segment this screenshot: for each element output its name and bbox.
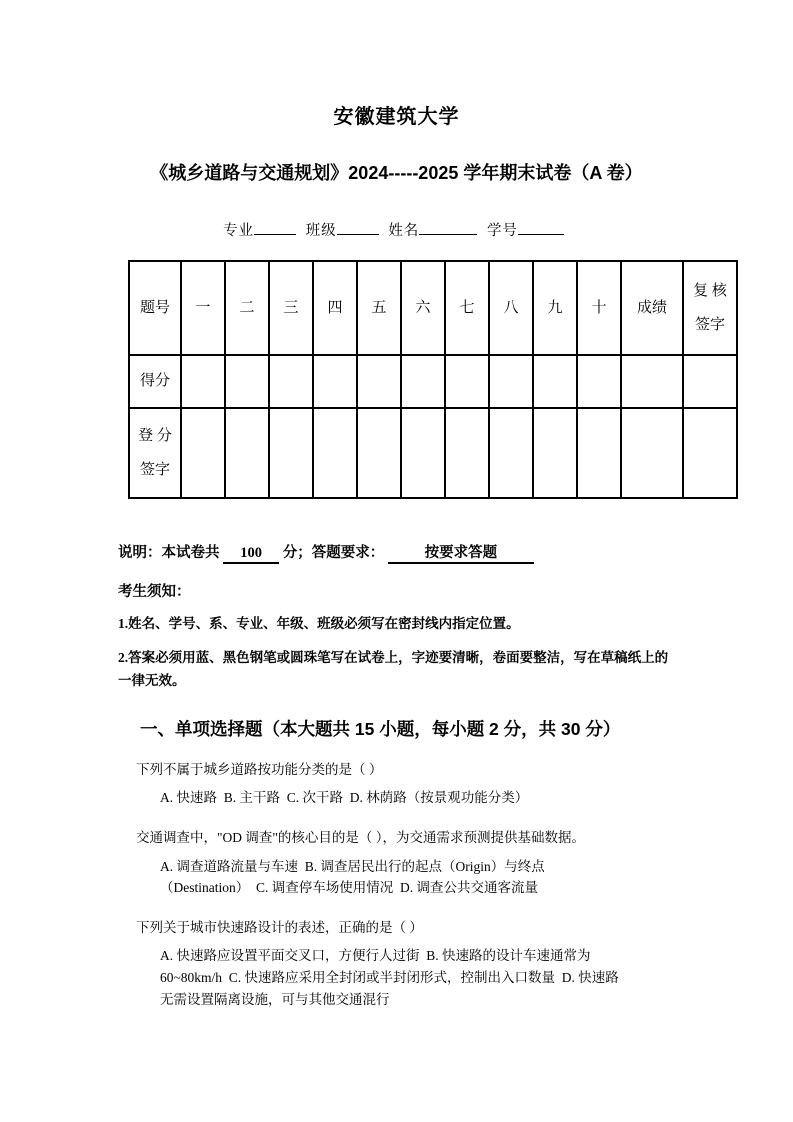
- empty-cell: [357, 408, 401, 498]
- class-label: 班级: [305, 223, 337, 239]
- empty-cell: [357, 355, 401, 408]
- instructions-prefix: 说明：本试卷共: [118, 545, 220, 561]
- instructions-middle: 分；答题要求：: [282, 545, 385, 561]
- empty-cell: [181, 355, 225, 408]
- empty-cell: [489, 408, 533, 498]
- class-blank: [337, 220, 379, 235]
- question-options: A. 调查道路流量与车速 B. 调查居民出行的起点（Origin）与终点（Destination） C. 调查停车场使用情况 D. 调查公共交通客流量: [160, 858, 545, 896]
- empty-cell: [313, 355, 357, 408]
- major-label: 专业: [223, 223, 255, 239]
- header-cell-score: 成绩: [621, 261, 683, 355]
- header-cell: 四: [313, 261, 357, 355]
- notice-item-1: 1.姓名、学号、系、专业、年级、班级必须写在密封线内指定位置。: [118, 616, 520, 631]
- header-cell-review-signature: 复 核 签字: [683, 261, 737, 355]
- empty-cell: [225, 355, 269, 408]
- empty-cell: [577, 408, 621, 498]
- question-block-1: [136, 759, 678, 809]
- empty-cell: [489, 355, 533, 408]
- question-block-2: [136, 827, 678, 899]
- candidate-notice-title: 考生须知：: [118, 584, 191, 600]
- empty-cell: [313, 408, 357, 498]
- score-row: [129, 355, 737, 408]
- header-cell: 五: [357, 261, 401, 355]
- name-blank: [419, 220, 477, 235]
- question-stem: 下列关于城市快速路设计的表述，正确的是（ ）: [136, 919, 423, 935]
- empty-cell: [533, 355, 577, 408]
- notice-item-2: 2.答案必须用蓝、黑色钢笔或圆珠笔写在试卷上，字迹要清晰，卷面要整洁，写在草稿纸上的一律无效。: [118, 650, 669, 688]
- header-cell: 三: [269, 261, 313, 355]
- empty-cell: [269, 408, 313, 498]
- header-cell: 八: [489, 261, 533, 355]
- empty-cell: [445, 355, 489, 408]
- row-label-score: 得分: [129, 355, 181, 408]
- exam-title: 《城乡道路与交通规划》2024-----2025 学年期末试卷（A 卷）: [150, 163, 643, 183]
- header-cell-question-number: 题号: [129, 261, 181, 355]
- major-blank: [254, 220, 296, 235]
- question-options: A. 快速路 B. 主干路 C. 次干路 D. 林荫路（按景观功能分类）: [160, 790, 529, 806]
- question-stem: 下列不属于城乡道路按功能分类的是（ ）: [136, 761, 383, 777]
- student-id-blank: [518, 220, 564, 235]
- empty-cell: [401, 355, 445, 408]
- empty-cell: [533, 408, 577, 498]
- header-cell: 十: [577, 261, 621, 355]
- question-stem: 交通调查中，"OD 调查"的核心目的是（ ），为交通需求预测提供基础数据。: [136, 829, 586, 845]
- empty-cell: [269, 355, 313, 408]
- question-options: A. 快速路应设置平面交叉口，方便行人过街 B. 快速路的设计车速通常为 60~80km/h C. 快速路应采用全封闭或半封闭形式，控制出入口数量 D. 快速路无需设置隔离设施，可与其他交通混行: [160, 948, 619, 1007]
- register-signature-row: [129, 408, 737, 498]
- header-cell: 一: [181, 261, 225, 355]
- row-label-register-signature: 登 分 签字: [129, 408, 181, 498]
- header-cell: 七: [445, 261, 489, 355]
- total-points-value: 100: [223, 545, 279, 564]
- empty-cell: [621, 355, 683, 408]
- header-cell: 六: [401, 261, 445, 355]
- empty-cell: [577, 355, 621, 408]
- empty-cell: [683, 408, 737, 498]
- empty-cell: [401, 408, 445, 498]
- name-label: 姓名: [388, 223, 420, 239]
- header-cell: 二: [225, 261, 269, 355]
- answer-requirement-value: 按要求答题: [388, 541, 534, 564]
- header-cell: 九: [533, 261, 577, 355]
- section-title: 一、单项选择题（本大题共 15 小题，每小题 2 分，共 30 分）: [140, 718, 621, 739]
- score-table: [128, 260, 738, 499]
- instructions-line: [118, 541, 678, 564]
- empty-cell: [445, 408, 489, 498]
- paper-body: [118, 541, 678, 1010]
- empty-cell: [225, 408, 269, 498]
- student-id-label: 学号: [486, 223, 518, 239]
- empty-cell: [181, 408, 225, 498]
- university-title: 安徽建筑大学: [333, 106, 460, 128]
- score-table-header-row: [129, 261, 737, 355]
- empty-cell: [683, 355, 737, 408]
- empty-cell: [621, 408, 683, 498]
- student-info-line: [0, 219, 793, 240]
- question-block-3: [136, 917, 678, 1010]
